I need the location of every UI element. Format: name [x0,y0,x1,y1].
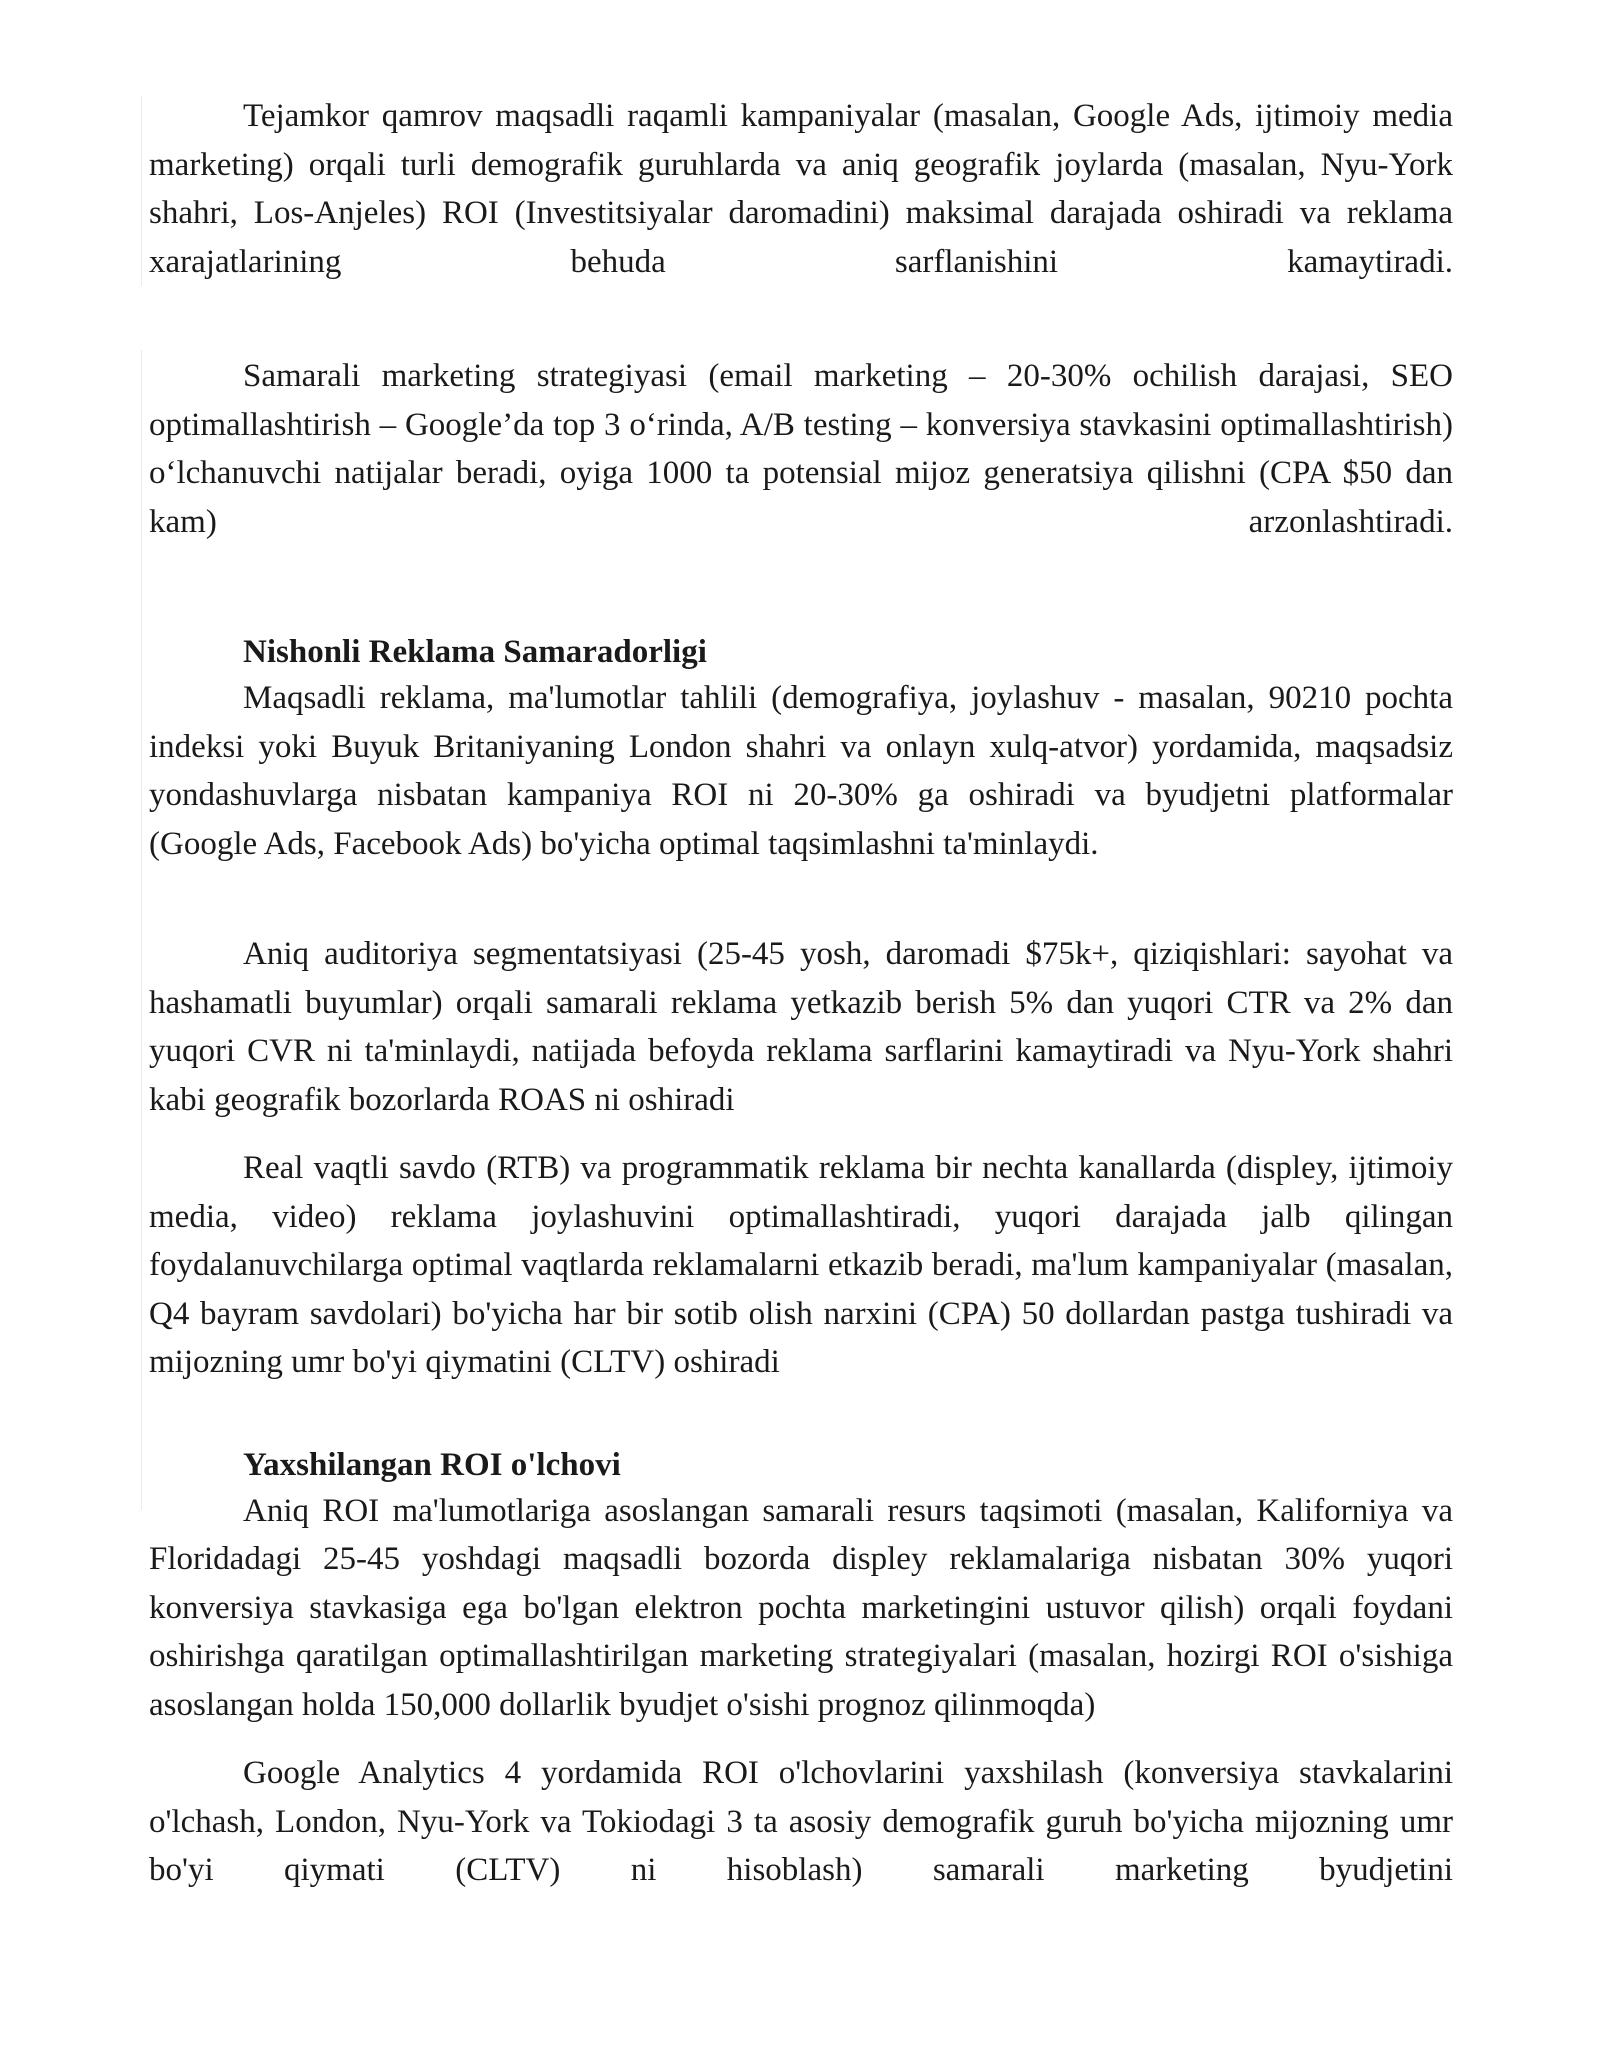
paragraph-3: Maqsadli reklama, ma'lumotlar tahlili (demografiya, joylashuv - masalan, 90210 pochta indeksi yoki Buyuk Britaniyaning London shahri va onlayn xulq-atvor) yordamida, maqsadsiz yondashuvlarga nisbatan kampaniya ROI ni 20-30% ga oshiradi va byudjetni platformalar (Google Ads, Facebook Ads) bo'yicha optimal taqsimlashni ta'minlaydi. [149,680,1453,862]
margin-line-top [141,96,142,286]
paragraph-1: Tejamkor qamrov maqsadli raqamli kampaniyalar (masalan, Google Ads, ijtimoiy media marketing) orqali turli demografik guruhlarda va aniq geografik joylarda (masalan, Nyu-York shahri, Los-Anjeles) ROI (Investitsiyalar daromadini) maksimal darajada oshiradi va reklama xarajatlarining behuda sarflanishini kamaytiradi. [149,98,1453,280]
paragraph-2: Samarali marketing strategiyasi (email marketing – 20-30% ochilish darajasi, SEO optimallashtirish – Google’da top 3 oʻrinda, A/B testing – konversiya stavkasini optimallashtirish) oʻlchanuvchi natijalar beradi, oyiga 1000 ta potensial mijoz generatsiya qilishni (CPA $50 dan kam) arzonlashtiradi. [149,358,1453,540]
margin-line-middle [141,350,142,1510]
section-heading-1: Nishonli Reklama Samaradorligi [243,634,707,670]
paragraph-5: Real vaqtli savdo (RTB) va programmatik reklama bir nechta kanallarda (displey, ijtimoiy media, video) reklama joylashuvini optimallashtiradi, yuqori darajada jalb qilingan foydalanuvchilarga optimal vaqtlarda reklamalarni etkazib beradi, ma'lum kampaniyalar (masalan, Q4 bayram savdolari) bo'yicha har bir sotib olish narxini (CPA) 50 dollardan pastga tushiradi va mijozning umr bo'yi qiymatini (CLTV) oshiradi [149,1150,1453,1380]
paragraph-7: Google Analytics 4 yordamida ROI o'lchovlarini yaxshilash (konversiya stavkalarini o'lchash, London, Nyu-York va Tokiodagi 3 ta asosiy demografik guruh bo'yicha mijozning umr bo'yi qiymati (CLTV) ni hisoblash) samarali marketing byudjetini [149,1755,1453,1888]
document-body [149,92,1453,1895]
paragraph-4: Aniq auditoriya segmentatsiyasi (25-45 yosh, daromadi $75k+, qiziqishlari: sayohat va hashamatli buyumlar) orqali samarali reklama yetkazib berish 5% dan yuqori CTR va 2% dan yuqori CVR ni ta'minlaydi, natijada befoyda reklama sarflarini kamaytiradi va Nyu-York shahri kabi geografik bozorlarda ROAS ni oshiradi [149,936,1453,1118]
section-heading-2: Yaxshilangan ROI o'lchovi [243,1446,621,1483]
paragraph-6: Aniq ROI ma'lumotlariga asoslangan samarali resurs taqsimoti (masalan, Kaliforniya va Floridadagi 25-45 yoshdagi maqsadli bozorda displey reklamalariga nisbatan 30% yuqori konversiya stavkasiga ega bo'lgan elektron pochta marketingini ustuvor qilish) orqali foydani oshirishga qaratilgan optimallashtirilgan marketing strategiyalari (masalan, hozirgi ROI o'sishiga asoslangan holda 150,000 dollarlik byudjet o'sishi prognoz qilinmoqda) [149,1492,1453,1723]
